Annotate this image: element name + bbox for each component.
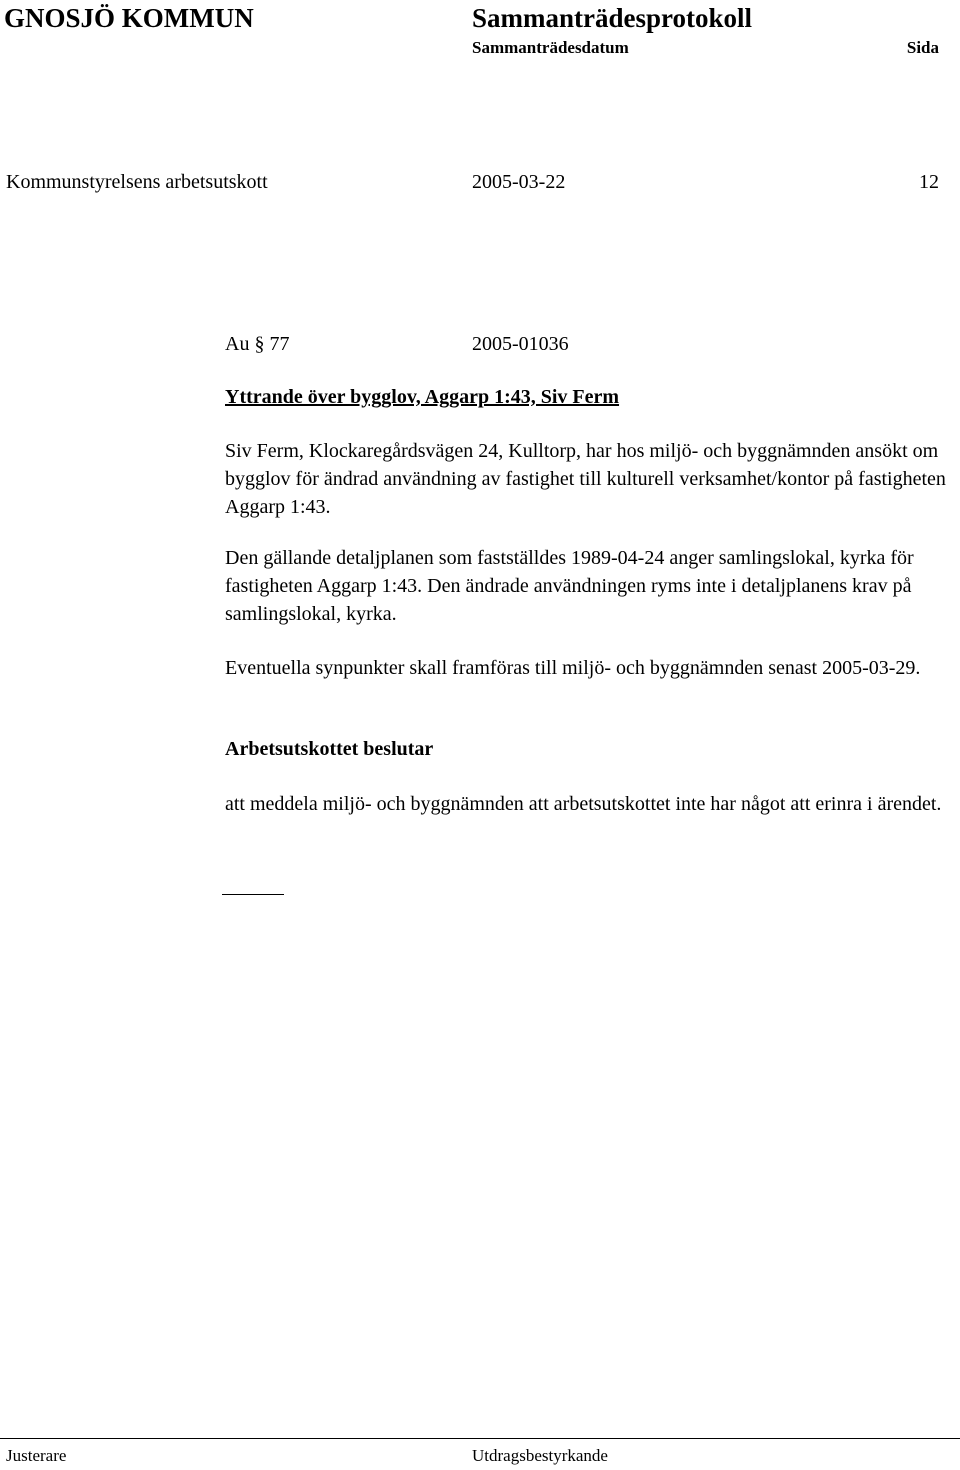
case-number: Au § 77 — [225, 333, 290, 355]
paragraph-application: Siv Ferm, Klockaregårdsvägen 24, Kulltorp, har hos miljö- och byggnämnden ansökt om bygglov för ändrad användning av fastighet till kulturell verksamhet/kontor på fastigheten Aggarp 1:43. — [225, 440, 946, 518]
case-subject: Yttrande över bygglov, Aggarp 1:43, Siv Ferm — [225, 386, 620, 408]
paragraph-deadline: Eventuella synpunkter skall framföras till miljö- och byggnämnden senast 2005-03-29. — [225, 657, 921, 679]
diary-number: 2005-01036 — [472, 333, 569, 355]
decision-heading: Arbetsutskottet beslutar — [225, 738, 434, 760]
document-title: Sammanträdesprotokoll — [472, 3, 753, 33]
page-number: 12 — [919, 171, 939, 193]
justerare-label: Justerare — [6, 1446, 67, 1465]
page-label: Sida — [906, 38, 939, 57]
municipality-name: GNOSJÖ KOMMUN — [4, 3, 254, 33]
meeting-date-label: Sammanträdesdatum — [472, 38, 629, 57]
end-of-section-rule — [222, 894, 284, 895]
decision-text: att meddela miljö- och byggnämnden att arbetsutskottet inte har något att erinra i ärendet. — [225, 793, 942, 815]
utdragsbestyrkande-label: Utdragsbestyrkande — [472, 1446, 608, 1465]
footer-divider — [0, 1438, 960, 1439]
paragraph-detailed-plan: Den gällande detaljplanen som fastställdes 1989-04-24 anger samlingslokal, kyrka för fastigheten Aggarp 1:43. Den ändrade användningen ryms inte i detaljplanens krav på samlingslokal, kyrka. — [225, 547, 914, 625]
meeting-date: 2005-03-22 — [472, 171, 566, 193]
committee-name: Kommunstyrelsens arbetsutskott — [6, 171, 268, 193]
